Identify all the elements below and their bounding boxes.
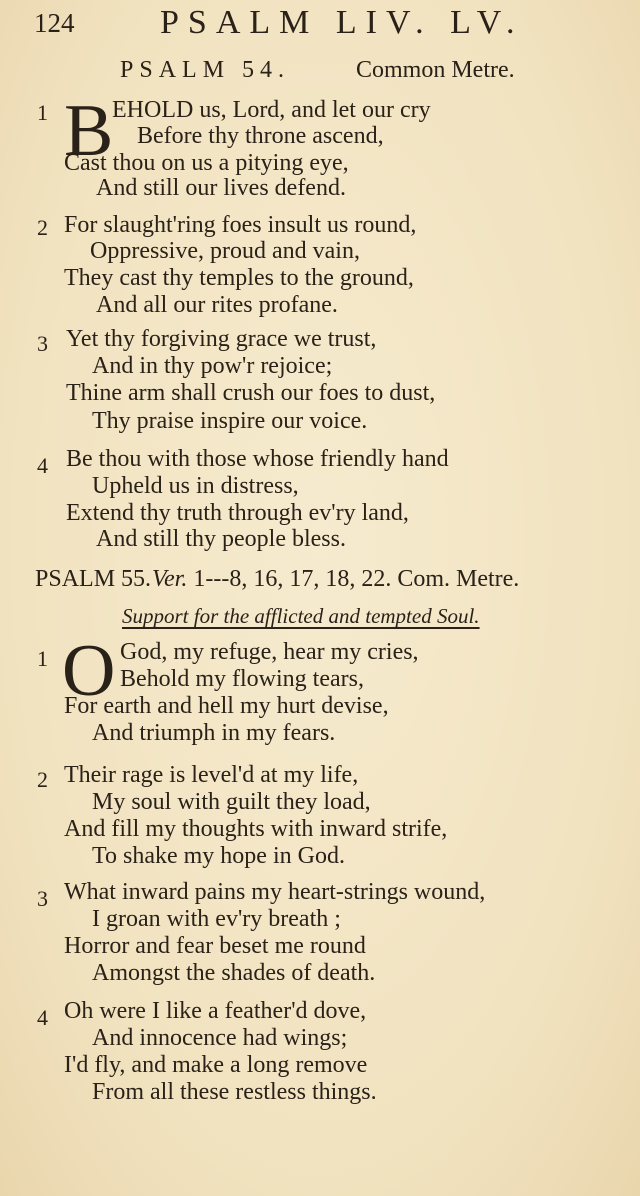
verse-line: And in thy pow'r rejoice; (92, 353, 333, 379)
psalm-54-meter: Common Metre. (356, 57, 515, 83)
verse-line: And innocence had wings; (92, 1025, 348, 1051)
verse-line: They cast thy temples to the ground, (64, 265, 414, 291)
psalm-55-meter (152, 566, 519, 593)
psalm-55-title: PSALM 55. (35, 566, 152, 592)
verse-number: 1 (37, 646, 48, 671)
meter-verses: 1---8, 16, 17, 18, 22. Com. Metre. (193, 566, 520, 592)
verse-number: 2 (37, 215, 48, 240)
verse-line: For slaught'ring foes insult us round, (64, 212, 417, 238)
verse-line: To shake my hope in God. (92, 843, 345, 869)
drop-cap: O (62, 630, 116, 712)
verse-number: 3 (37, 886, 48, 911)
verse-line: Extend thy truth through ev'ry land, (66, 500, 409, 526)
verse-line: From all these restless things. (92, 1079, 377, 1105)
verse-line: My soul with guilt they load, (92, 789, 371, 815)
meter-ver: Ver. (152, 566, 188, 592)
verse-line: Yet thy forgiving grace we trust, (66, 326, 377, 352)
verse-line: Amongst the shades of death. (92, 960, 376, 986)
verse-number: 4 (37, 453, 48, 478)
verse-line: What inward pains my heart-strings wound, (64, 879, 486, 905)
verse-line: Before thy throne ascend, (137, 123, 384, 149)
running-title: PSALM LIV. LV. (160, 4, 524, 41)
verse-number: 4 (37, 1005, 48, 1030)
verse-line: For earth and hell my hurt devise, (64, 693, 389, 719)
verse-number: 3 (37, 331, 48, 356)
verse-line: And all our rites profane. (96, 292, 338, 318)
psalm-55-subtitle: Support for the afflicted and tempted Soul. (122, 604, 480, 628)
verse-line: Be thou with those whose friendly hand (66, 446, 449, 472)
verse-line: Upheld us in distress, (92, 473, 299, 499)
verse-line: Their rage is level'd at my life, (64, 762, 359, 788)
verse-line: Thy praise inspire our voice. (92, 408, 368, 434)
verse-line: God, my refuge, hear my cries, (120, 639, 419, 665)
verse-line: Behold my flowing tears, (120, 666, 364, 692)
verse-line: Horror and fear beset me round (64, 933, 366, 959)
drop-cap: B (64, 90, 114, 172)
verse-line: Oppressive, proud and vain, (90, 238, 360, 264)
verse-number: 1 (37, 100, 48, 125)
verse-line: EHOLD us, Lord, and let our cry (112, 97, 431, 123)
verse-number: 2 (37, 767, 48, 792)
running-head (0, 4, 640, 44)
page-number: 124 (34, 8, 75, 38)
verse-line: Oh were I like a feather'd dove, (64, 998, 367, 1024)
verse-line: And still thy people bless. (96, 526, 346, 552)
psalm-54-title: PSALM 54. (120, 57, 291, 83)
verse-line: Thine arm shall crush our foes to dust, (66, 380, 436, 406)
verse-line: And fill my thoughts with inward strife, (64, 816, 448, 842)
verse-line: And still our lives defend. (96, 175, 346, 201)
verse-line: I groan with ev'ry breath ; (92, 906, 341, 932)
verse-line: And triumph in my fears. (92, 720, 336, 746)
verse-line: I'd fly, and make a long remove (64, 1052, 368, 1078)
verse-line: Cast thou on us a pitying eye, (64, 150, 349, 176)
